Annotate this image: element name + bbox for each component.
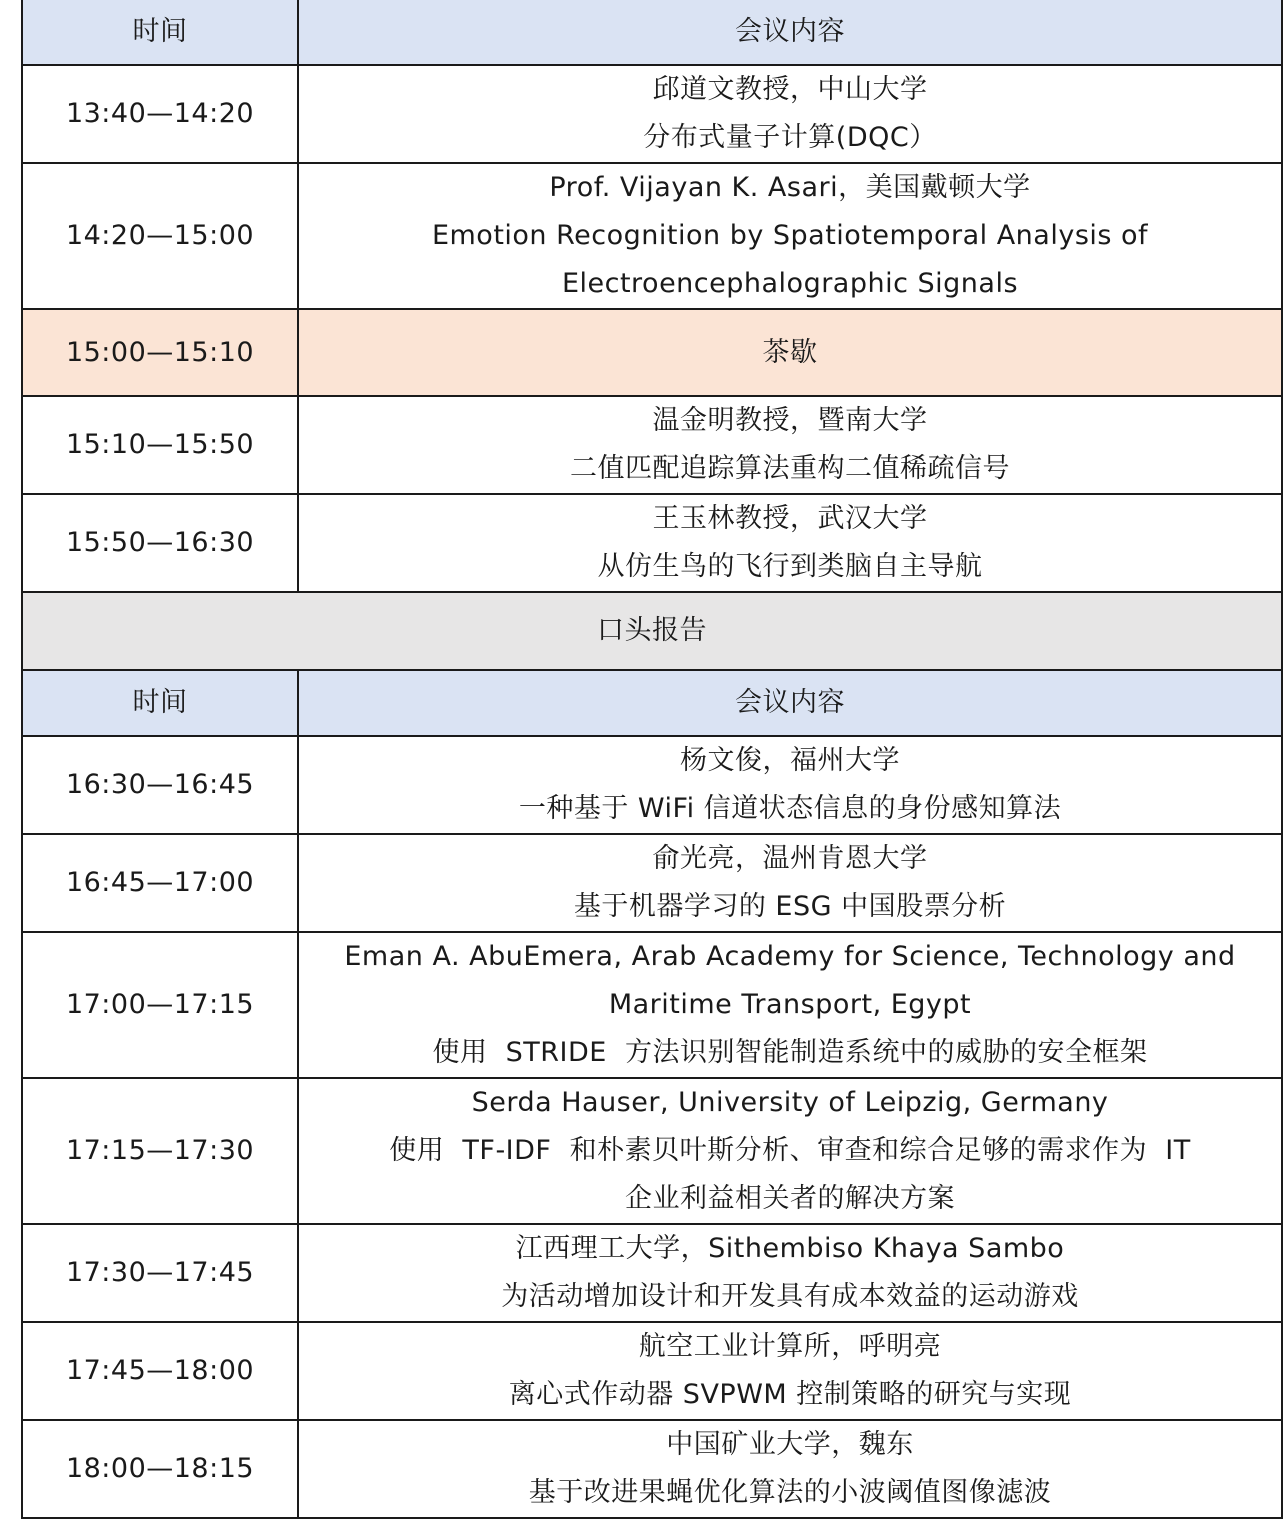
speaker-line: Prof. Vijayan K. Asari，美国戴顿大学 (549, 172, 1031, 203)
break-label: 茶歇 (298, 309, 1282, 396)
speaker-line: 航空工业计算所，呼明亮 (638, 1331, 942, 1362)
talk-title: 基于改进果蝇优化算法的小波阈值图像滤波 (528, 1477, 1052, 1508)
session-content (298, 1078, 1282, 1224)
speaker-line: 王玉林教授，武汉大学 (652, 503, 928, 534)
speaker-line: Maritime Transport, Egypt (608, 989, 972, 1020)
session-time: 15:10—15:50 (22, 396, 298, 494)
talk-title: 使用 STRIDE 方法识别智能制造系统中的威胁的安全框架 (432, 1037, 1148, 1068)
speaker-line: 俞光亮，温州肯恩大学 (652, 843, 928, 874)
talk-title: 从仿生鸟的飞行到类脑自主导航 (597, 551, 983, 582)
section-title-row (22, 592, 1282, 670)
talk-title: 使用 TF-IDF 和朴素贝叶斯分析、审查和综合足够的需求作为 IT (389, 1135, 1191, 1166)
header-content: 会议内容 (298, 670, 1282, 736)
table-row (22, 736, 1282, 834)
session-content (298, 163, 1282, 309)
table-row (22, 1322, 1282, 1420)
session-time: 15:50—16:30 (22, 494, 298, 592)
session-time: 18:00—18:15 (22, 1420, 298, 1518)
table-header-row (22, 670, 1282, 736)
session-time: 17:00—17:15 (22, 932, 298, 1078)
header-time: 时间 (22, 0, 298, 65)
speaker-line: 中国矿业大学，魏东 (666, 1429, 914, 1460)
session-time: 13:40—14:20 (22, 65, 298, 163)
header-time: 时间 (22, 670, 298, 736)
session-content (298, 396, 1282, 494)
talk-title: 离心式作动器 SVPWM 控制策略的研究与实现 (508, 1379, 1072, 1410)
session-content (298, 1420, 1282, 1518)
session-content (298, 494, 1282, 592)
talk-title: Electroencephalographic Signals (561, 268, 1019, 299)
session-time: 17:30—17:45 (22, 1224, 298, 1322)
table-row (22, 163, 1282, 309)
speaker-line: 杨文俊，福州大学 (680, 745, 900, 776)
session-content (298, 932, 1282, 1078)
table-header-row (22, 0, 1282, 65)
session-content (298, 1322, 1282, 1420)
table-row (22, 396, 1282, 494)
session-time: 17:15—17:30 (22, 1078, 298, 1224)
session-time: 16:45—17:00 (22, 834, 298, 932)
talk-title: 为活动增加设计和开发具有成本效益的运动游戏 (501, 1281, 1079, 1312)
table-row (22, 932, 1282, 1078)
talk-title: Emotion Recognition by Spatiotemporal Analysis of (431, 220, 1149, 251)
session-content (298, 65, 1282, 163)
talk-title: 企业利益相关者的解决方案 (625, 1183, 955, 1214)
table-row (22, 1078, 1282, 1224)
session-time: 14:20—15:00 (22, 163, 298, 309)
session-content (298, 1224, 1282, 1322)
table-row (22, 834, 1282, 932)
talk-title: 一种基于 WiFi 信道状态信息的身份感知算法 (518, 793, 1062, 824)
speaker-line: 温金明教授，暨南大学 (652, 405, 928, 436)
talk-title: 二值匹配追踪算法重构二值稀疏信号 (570, 453, 1010, 484)
speaker-line: Eman A. AbuEmera, Arab Academy for Science, Technology and (344, 941, 1236, 972)
speaker-line: Serda Hauser, University of Leipzig, Germany (471, 1087, 1109, 1118)
session-time: 16:30—16:45 (22, 736, 298, 834)
schedule-table (21, 0, 1283, 1519)
tea-break-row (22, 309, 1282, 396)
break-time: 15:00—15:10 (22, 309, 298, 396)
session-content (298, 834, 1282, 932)
talk-title: 基于机器学习的 ESG 中国股票分析 (573, 891, 1007, 922)
section-title: 口头报告 (22, 592, 1282, 670)
table-row (22, 1224, 1282, 1322)
session-content (298, 736, 1282, 834)
speaker-line: 邱道文教授，中山大学 (652, 74, 928, 105)
header-content: 会议内容 (298, 0, 1282, 65)
talk-title: 分布式量子计算(DQC） (643, 122, 937, 153)
session-time: 17:45—18:00 (22, 1322, 298, 1420)
table-row (22, 1420, 1282, 1518)
table-row (22, 65, 1282, 163)
table-row (22, 494, 1282, 592)
speaker-line: 江西理工大学，Sithembiso Khaya Sambo (515, 1233, 1065, 1264)
